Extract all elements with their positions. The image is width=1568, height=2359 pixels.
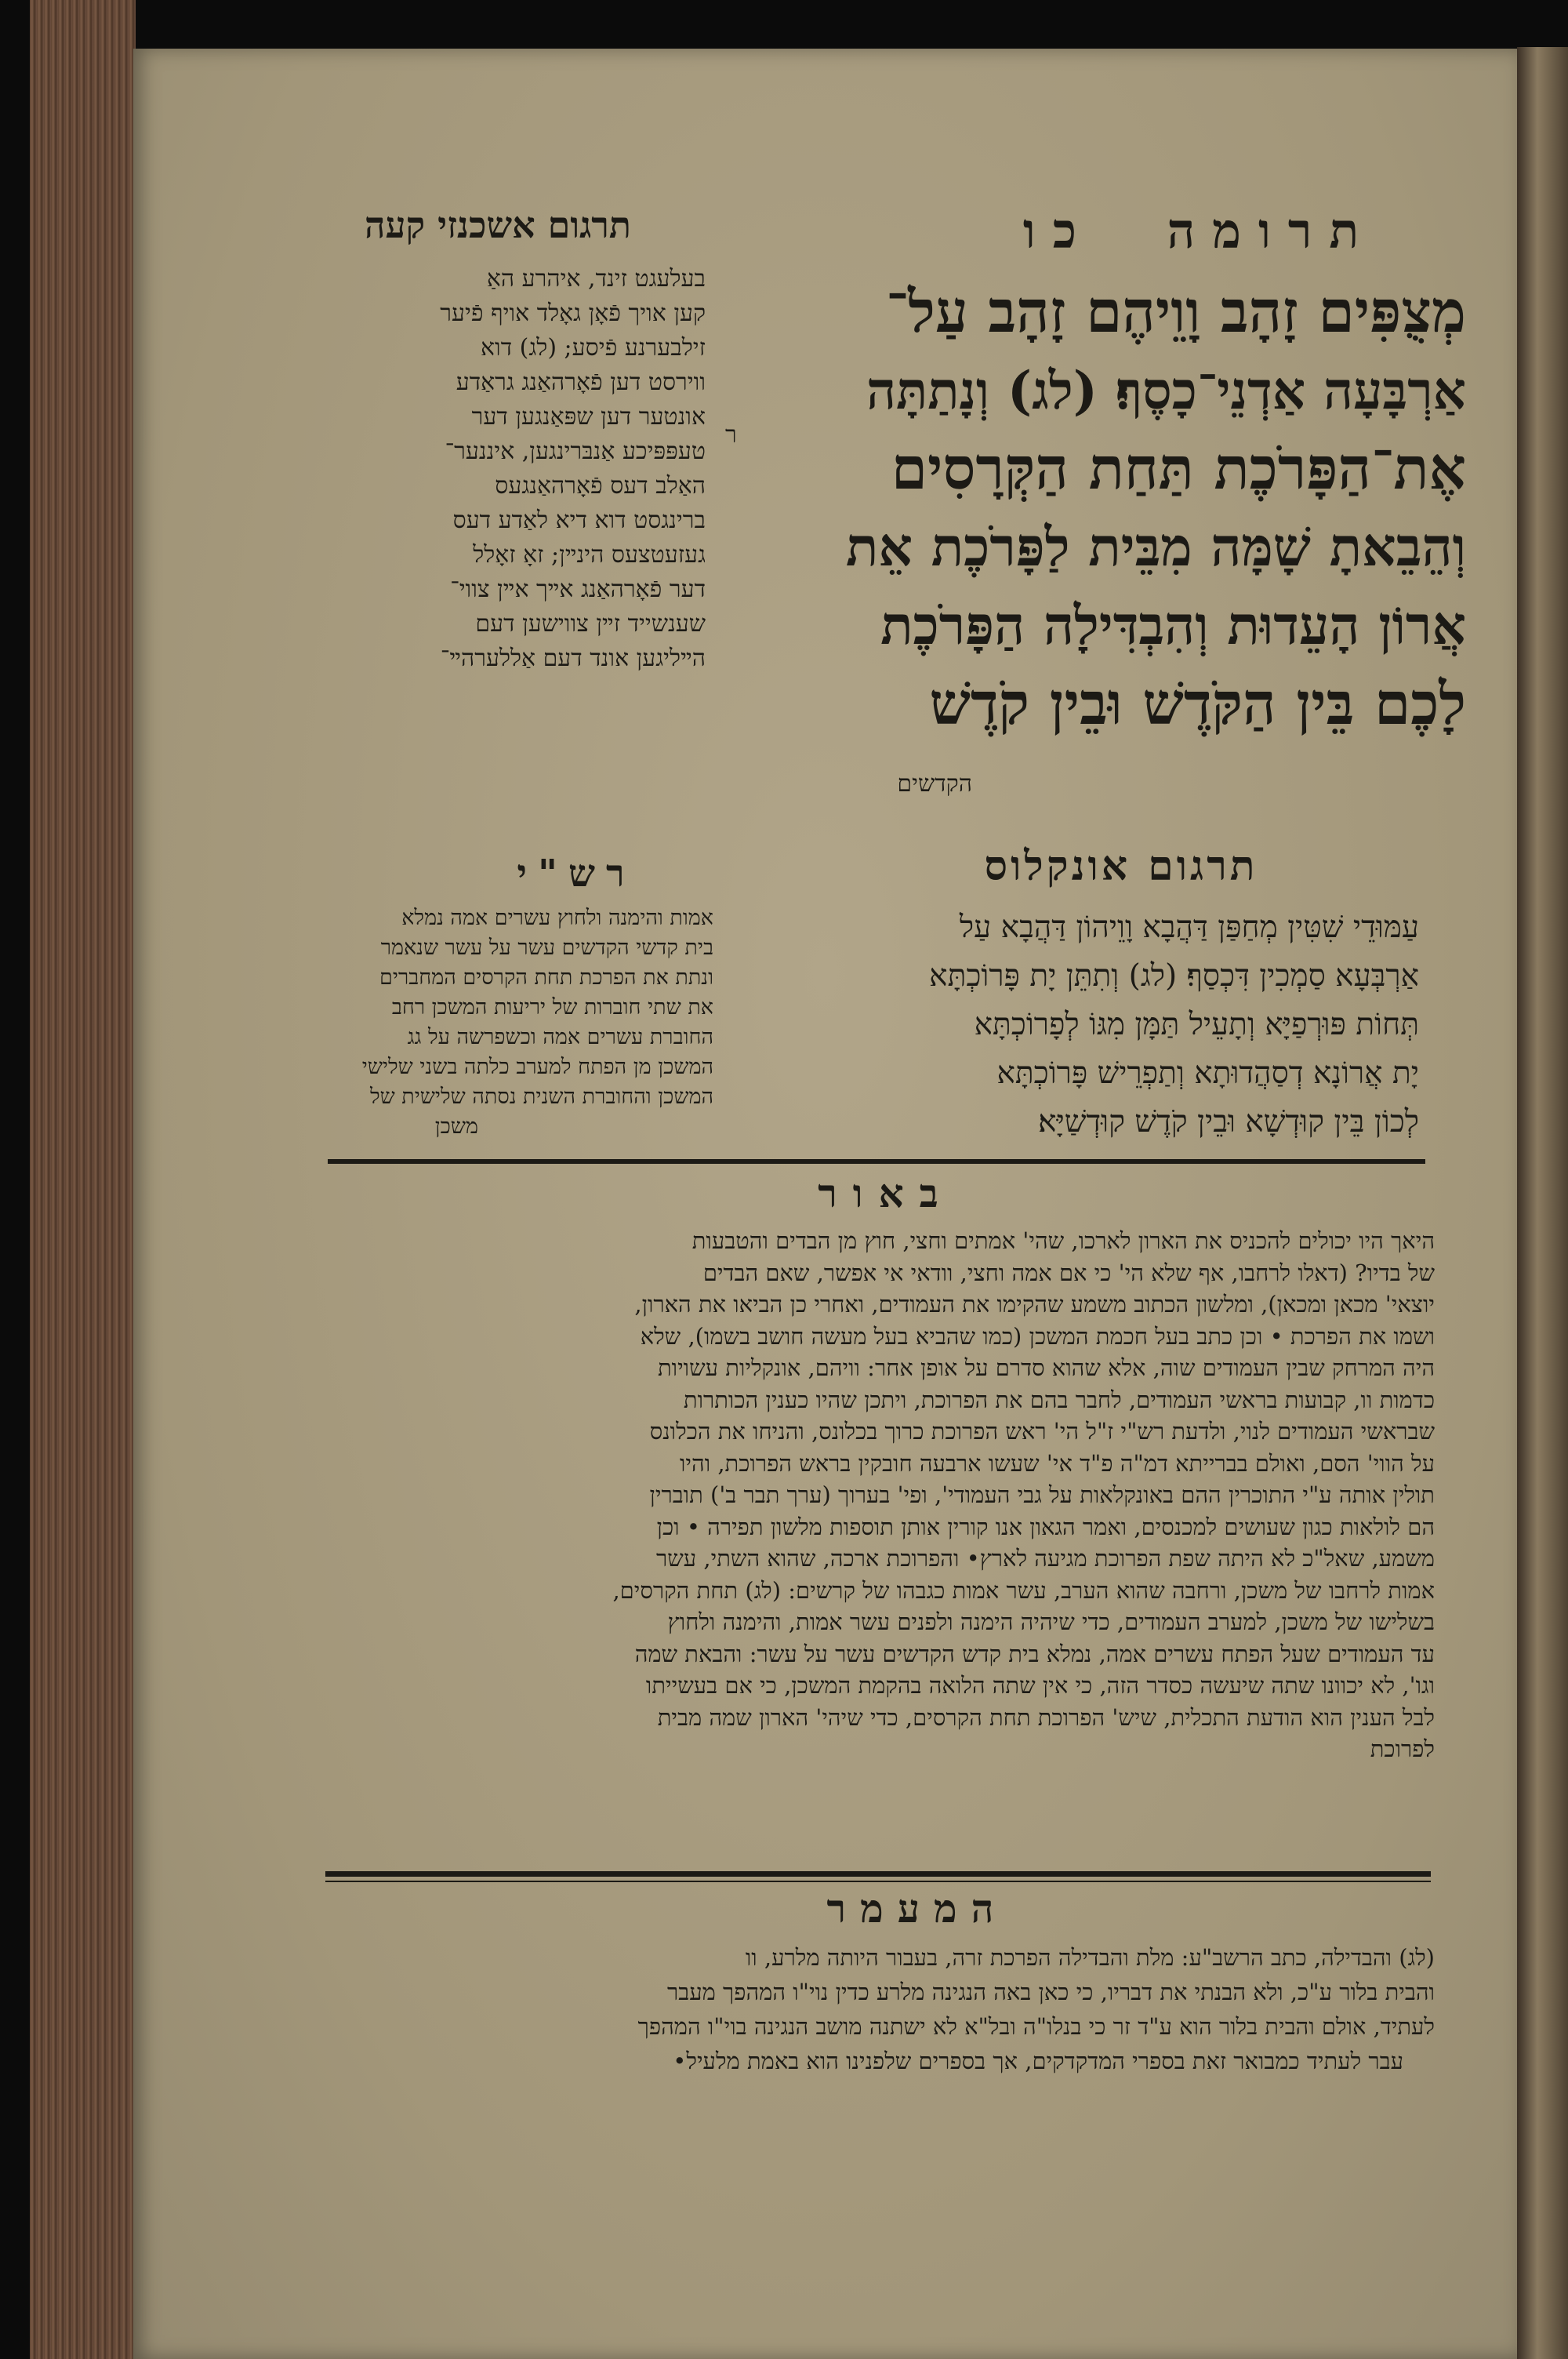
- text-line: לְכוֹן בֵּין קוּדְשָׁא וּבֵין קֹדֶשׁ קוּדְשַׁיָּא׃: [1038, 1104, 1419, 1140]
- text-line: והבית בלור ע"כ, ולא הבנתי את דבריו, כי כאן באה הנגינה מלרע כדין נוי"ו המהפך מעבר: [666, 1979, 1435, 2005]
- text-line: בשלישו של משכן, למערב העמודים, כדי שיהיה הימנה ולפנים עשר אמות, והימנה ולחוץ: [667, 1608, 1435, 1635]
- torah-line: לָכֶם בֵּין הַקֹּדֶשׁ וּבֵין קֹדֶשׁ: [929, 671, 1466, 738]
- text-line: לעתיד, אולם והבית בלור הוא ע"ד זר כי בנלו"ה ובל"א לא ישתנה מושב הנגינה בוי"ו המהפך: [637, 2013, 1435, 2040]
- text-line: (לג) והבדילה, כתב הרשב"ע: מלת והבדילה הפרכת זרה, בעבור היותה מלרע, וו: [745, 1944, 1435, 1971]
- text-line: היה המרחק שבין העמודים שוה, אלא שהוא סדרם על אופן אחר: וויהם, אונקליות עשויות: [657, 1354, 1435, 1381]
- rashi-text: [329, 903, 713, 1142]
- text-line: לפרוכת: [1370, 1736, 1435, 1762]
- text-line: משמע, שאל"כ לא היתה שפת הפרוכת מגיעה לארץ• והפרוכת ארכה, שהוא השתי, עשר: [656, 1545, 1435, 1572]
- biur-text: [314, 1225, 1435, 1765]
- text-line: יָת אֲרוֹנָא דְסַהֲדוּתָא וְתַפְרֵישׁ פָּרוֹכְתָּא: [996, 1056, 1419, 1091]
- text-line: לבל הענין הוא הודעת התכלית, שיש' הפרוכת תחת הקרסים, כדי שיהי' הארון שמה מבית: [657, 1703, 1435, 1731]
- parasha-heading: [933, 202, 1466, 265]
- section-divider: [325, 1881, 1431, 1882]
- text-line: בית קדשי הקדשים עשר על עשר שנאמר: [380, 936, 713, 960]
- text-line: כדמות וו, קבועות בראשי העמודים, לחבר בהם את הפרוכת, ויתכן שהיו כענין הכותרות: [683, 1386, 1435, 1413]
- catchword: הקדשים: [897, 770, 972, 798]
- text-line: משכן: [434, 1114, 478, 1139]
- targum-ashkenazi-title: תרגום אשכנזי קעה: [365, 204, 631, 246]
- torah-line: אֲרוֹן הָעֵדוּת וְהִבְדִּילָה הַפָּרֹכֶת: [880, 594, 1466, 657]
- text-line: יוצאי' מכאן ומכאן), ומלשון הכתוב משמע שהקימו את העמודים, ואחרי כן הביאו את הארון,: [634, 1291, 1435, 1318]
- section-divider: [325, 1871, 1431, 1877]
- text-line: הײליגען אונד דעם אַללערהײ־: [440, 645, 706, 672]
- text-line: המשכן והחוברת השנית נסתה שלישית של: [369, 1085, 713, 1109]
- torah-line: אַרְבָּעָה אַדְנֵי־כָסֶף׃ (לג) וְנָתַתָּה: [866, 360, 1466, 421]
- text-line: הם לולאות כגון שעושים למכנסים, ואמר הגאון אנו קורין אותן תוספות מלשון תפירה • וכן: [656, 1513, 1435, 1540]
- text-line: בעלעגט זינד, איהרע האַ: [486, 265, 706, 293]
- text-line: זילבערנע פֿיסע; (לג) דוא: [481, 334, 706, 362]
- text-line: על הווי' הסם, ואולם בברייתא דמ"ה פ"ד אי' שעשו ארבעה חובקין בראש הפרוכת, והיו: [679, 1449, 1435, 1477]
- torah-text-block: [737, 273, 1466, 743]
- hameamer-text: [314, 1940, 1435, 2078]
- text-line: אַרְבְּעָא סַמְכִין דִּכְסַף׃ (לג) וְתִתֵּן יָת פָּרוֹכְתָּא: [929, 958, 1419, 994]
- text-line: עבר לעתיד כמבואר זאת בספרי המדקדקים, אך בספרים שלפנינו הוא באמת מלעיל•: [673, 2048, 1403, 2074]
- text-line: את שתי חוברות של יריעות המשכן רחב: [391, 995, 713, 1020]
- torah-line: וְהֵבֵאתָ שָׁמָּה מִבֵּית לַפָּרֹכֶת אֵת: [845, 516, 1466, 579]
- rashi-title: רש"י: [517, 852, 636, 896]
- text-line: אמות והימנה ולחוץ עשרים אמה נמלא: [401, 906, 713, 930]
- text-line: טעפּפּיכע אַנבּרינגען, איננער־: [445, 438, 706, 465]
- text-line: המשכן מן הפתח למערב כלתה בשני שלישי: [361, 1055, 713, 1079]
- text-line: תולין אותה ע"י התוכרין ההם באונקלאות על גבי העמודי', ופי' בערוך (ערך תבר ב') תוברין: [649, 1481, 1435, 1508]
- text-line: היאך היו יכולים להכניס את הארון לארכו, שהי' אמתים וחצי, חוץ מן הבדים והטבעות: [691, 1227, 1435, 1254]
- onkelos-title: תרגום אונקלוס: [984, 842, 1258, 890]
- torah-line: מְצֻפִּים זָהָב וָוֵיהֶם זָהָב עַל־: [885, 278, 1466, 346]
- parasha-name: תרומה: [1167, 202, 1377, 260]
- text-line: עַמּוּדֵי שִׁטִּין מְחַפַּן דַּהֲבָא וָוֵיהוֹן דַּהֲבָא עַל: [959, 910, 1419, 945]
- text-line: ברינגסט דוא דיא לאַדע דעס: [452, 507, 706, 534]
- text-line: אמות לרחבו של משכן, ורחבה שהוא הערב, עשר אמות כגבהו של קרשים: (לג) תחת הקרסים,: [612, 1576, 1435, 1604]
- targum-ashkenazi-text: [310, 262, 706, 676]
- text-line: שענשייד זײן צווישען דעם: [475, 610, 706, 638]
- text-line: דער פֿאָרהאַנג אײך אײן צווי־: [450, 576, 706, 603]
- book-page-edges: [30, 0, 136, 2359]
- book-next-page-edge: [1517, 47, 1568, 2359]
- torah-line: אֶת־הַפָּרֹכֶת תַּחַת הַקְּרָסִים: [891, 435, 1466, 503]
- margin-mark: ר: [725, 421, 737, 449]
- section-divider: [328, 1159, 1425, 1164]
- onkelos-text: [737, 903, 1419, 1147]
- folio-number: כו: [1022, 202, 1094, 260]
- text-line: תְּחוֹת פּוּרְפַיָּא וְתָעֵיל תַּמָּן מִגּוֹ לְפָרוֹכְתָּא: [974, 1007, 1419, 1042]
- text-line: אונטער דען שפּאַנגען דער: [471, 403, 706, 431]
- text-line: וגו', לא יכוונו שתה שיעשה כסדר הזה, כי אין שתה הלואה בהקמת המשכן, כי אם בעשייתו: [645, 1672, 1435, 1699]
- text-line: עד העמודים שעל הפתח עשרים אמה, נמלא בית קדש הקדשים עשר על עשר: והבאת שמה: [634, 1640, 1435, 1667]
- text-line: ווירסט דען פֿאָרהאַנג גראַדע: [456, 369, 706, 396]
- text-line: החוברת עשרים אמה וכשפרשה על גג: [407, 1025, 713, 1049]
- text-line: געזעטצעס הינײן; זאָ זאָלל: [473, 541, 706, 569]
- text-line: ושמו את הפרכת • וכן כתב בעל חכמת המשכן (כמו שהביא בעל מעשה חושב בשמו), שלא: [640, 1322, 1435, 1350]
- text-line: שבראשי העמודים לנוי, ולדעת רש"י ז"ל הי' ראש הפרוכת כרוך בכלונס, והניחו את הכלונס: [649, 1418, 1435, 1445]
- hameamer-title: המעמר: [826, 1885, 1008, 1932]
- text-line: קען אויך פֿאָן גאָלד אויף פֿיער: [440, 300, 706, 327]
- text-line: ונתת את הפרכת תחת הקרסים המחברים: [379, 965, 713, 990]
- book-page: [133, 49, 1517, 2359]
- biur-title: באור: [818, 1170, 954, 1216]
- text-line: האַלב דעס פֿאָרהאַנגעס: [495, 472, 706, 500]
- text-line: של בדיו? (דאלו לרחבו, אף שלא הי' כי אם אמה וחצי, וודאי אי אפשר, שאם הבדים: [702, 1259, 1435, 1286]
